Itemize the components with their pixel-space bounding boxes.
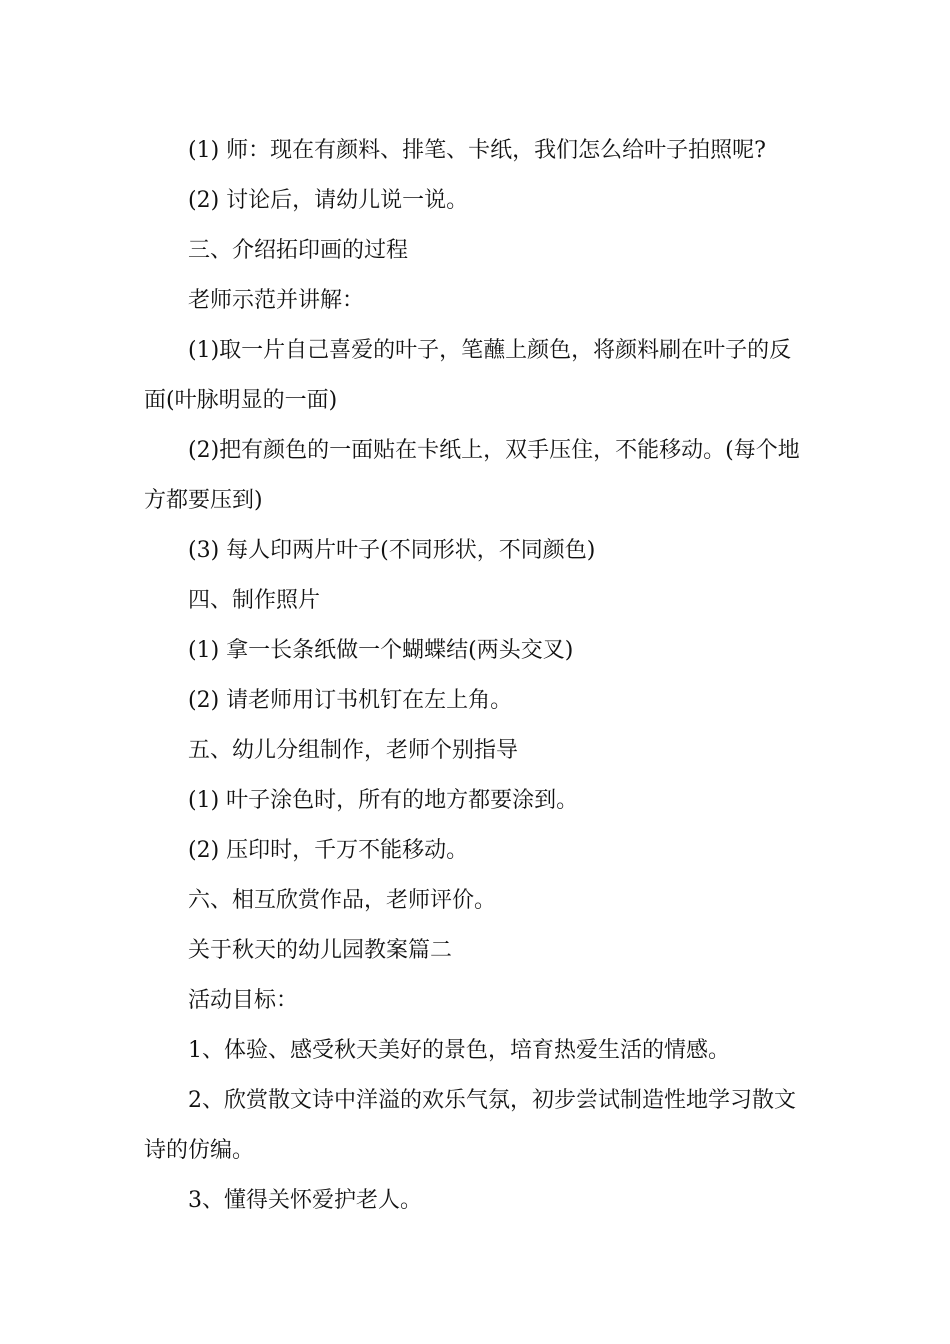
paragraph-9: (1) 拿一长条纸做一个蝴蝶结(两头交叉) bbox=[188, 638, 574, 663]
paragraph-4: 老师示范并讲解： bbox=[188, 288, 365, 313]
paragraph-5: (1)取一片自己喜爱的叶子，笔蘸上颜色，将颜料刷在叶子的反面(叶脉明显的一面) bbox=[144, 338, 792, 413]
section-heading-5: 五、幼儿分组制作，老师个别指导 bbox=[188, 738, 519, 763]
paragraph-1: (1) 师：现在有颜料、排笔、卡纸，我们怎么给叶子拍照呢? bbox=[188, 138, 766, 163]
document-body bbox=[144, 126, 810, 1226]
paragraph-6: (2)把有颜色的一面贴在卡纸上，双手压住，不能移动。(每个地方都要压到) bbox=[144, 438, 800, 513]
section-heading-3: 三、介绍拓印画的过程 bbox=[188, 238, 409, 263]
paragraph-7: (3) 每人印两片叶子(不同形状，不同颜色) bbox=[188, 538, 596, 563]
section-heading-6: 六、相互欣赏作品，老师评价。 bbox=[188, 888, 497, 913]
paragraph-10: (2) 请老师用订书机钉在左上角。 bbox=[188, 688, 513, 713]
goals-heading: 活动目标： bbox=[188, 988, 299, 1013]
paragraph-13: (2) 压印时，千万不能移动。 bbox=[188, 838, 469, 863]
paragraph-12: (1) 叶子涂色时，所有的地方都要涂到。 bbox=[188, 788, 579, 813]
goal-3: 3、懂得关怀爱护老人。 bbox=[188, 1188, 422, 1213]
paragraph-2: (2) 讨论后，请幼儿说一说。 bbox=[188, 188, 469, 213]
goal-1: 1、体验、感受秋天美好的景色，培育热爱生活的情感。 bbox=[188, 1038, 730, 1063]
section-heading-4: 四、制作照片 bbox=[188, 588, 321, 613]
goal-2: 2、欣赏散文诗中洋溢的欢乐气氛，初步尝试制造性地学习散文诗的仿编。 bbox=[144, 1088, 796, 1163]
chapter-title: 关于秋天的幼儿园教案篇二 bbox=[188, 938, 453, 963]
